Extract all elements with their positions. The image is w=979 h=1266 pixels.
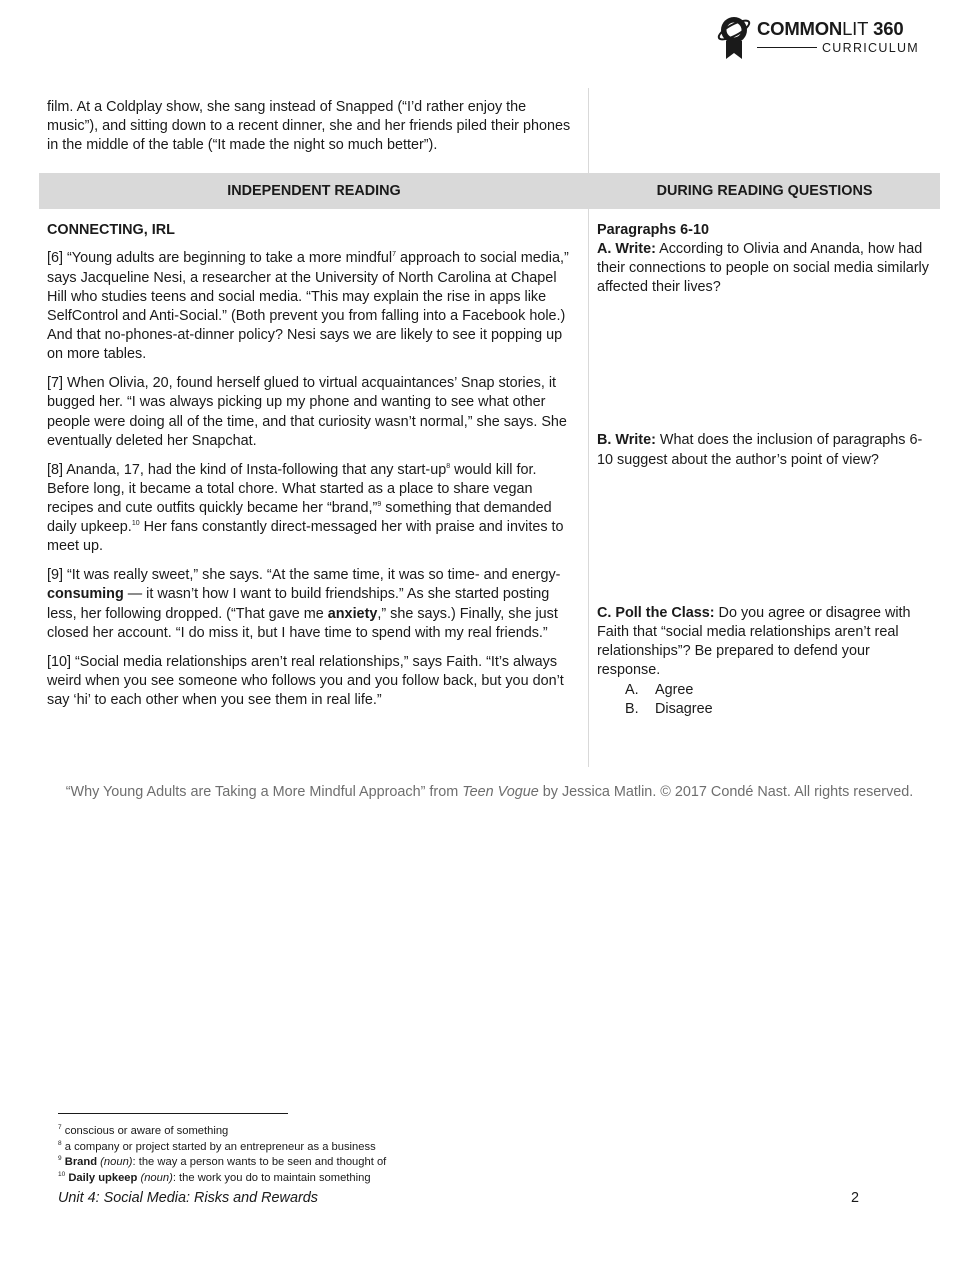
brand-number: 360 <box>868 18 904 39</box>
poll-option-disagree: B. Disagree <box>625 700 713 717</box>
paragraph-8: [8] Ananda, 17, had the kind of Insta-following that any start-$up^8$ would kill for. Before long, it became a total chore. What started as a place to share vegan recipes and cute outfits quickly became her “brand,”$^9$ something that demanded daily upkeep.$^{10}$ Her fans constantly direct-messaged her with praise and invites to meet up. <box>47 461 564 555</box>
vocab-anxiety: anxiety <box>327 605 378 622</box>
page-number: 2 <box>851 1190 860 1206</box>
footer-unit-title: Unit 4: Social Media: Risks and Rewards <box>58 1190 318 1206</box>
reading-passage <box>39 209 589 767</box>
paragraph-7: [7] When Olivia, 20, found herself glued to virtual acquaintances’ Snap stories, it bugged her. “I was always picking up my phone and wanting to see what other people were doing all of the time, and that curiosity wasn’t normal,” she says. She eventually deleted her Snapchat. <box>47 375 567 449</box>
poll-options <box>597 681 932 719</box>
footnotes <box>58 1124 386 1186</box>
footnote-ref-7: 7 <box>392 251 396 259</box>
section-title: CONNECTING, IRL <box>47 221 175 238</box>
footnote-ref-8: 8 <box>446 462 451 470</box>
question-a: A. Write: According to Olivia and Ananda, how had their connections to people on social media similarly affected their lives? <box>597 240 929 296</box>
vocab-consuming: consuming <box>47 586 124 603</box>
source-credit: “Why Young Adults are Taking a More Mindful Approach” from Teen Vogue by Jessica Matlin. © 2017 Condé Nast. All rights reserved. <box>65 784 914 800</box>
footnote-10: $^{10}$ Daily upkeep (noun): the work you do to maintain something <box>58 1170 371 1184</box>
questions-range: Paragraphs 6-10 <box>597 221 709 238</box>
footnote-7: $^7$ conscious or aware of something <box>58 1124 229 1137</box>
footnote-8: $^8$ a company or project started by an entrepreneur as a business <box>58 1139 376 1153</box>
footnote-ref-9: 9 <box>377 501 382 509</box>
footnote-divider <box>58 1113 288 1114</box>
paragraph-9: [9] “It was really sweet,” she says. “At the same time, it was so time- and energy-consuming — it wasn’t how I want to build friendships.” As she started posting less, her following dropped. (“That gave me anxiety,” she says.) Finally, she just closed her account. “I do miss it, but I have time to spend with my real friends.” <box>47 567 561 641</box>
carryover-text: film. At a Coldplay show, she sang instead of Snapped (“I’d rather enjoy the music”), and sitting down to a recent dinner, she and her friends piled their phones in the middle of the table (“It made the night so much better”). <box>47 99 571 154</box>
column-header-bar <box>39 173 940 209</box>
poll-option-agree: A. Agree <box>625 681 694 698</box>
brand-lit: LIT <box>842 18 869 39</box>
brand-main: COMMON <box>756 18 843 39</box>
paragraph-6: [6] “Young adults are beginning to take a more mindful$^7$ approach to social media,” says Jacqueline Nesi, a researcher at the University of North Carolina at Chapel Hill who studies teens and social media. “This may explain the rise in apps like SelfControl and Anti-Social.” (Both prevent you from falling into a Facebook hole.) And that no-phones-at-dinner policy? Nesi says we are likely to see it popping up on more tables. <box>47 250 569 363</box>
reading-table <box>39 88 940 767</box>
brand-rule <box>757 47 817 48</box>
footnote-ref-10: 10 <box>131 520 140 528</box>
brand-subtitle: CURRICULUM <box>821 40 919 55</box>
questions-column <box>589 209 940 767</box>
paragraph-10: [10] “Social media relationships aren’t real relationships,” says Faith. “It’s always weird when you see someone who follows you and you follow back, but you don’t say ‘hi’ to each other when you see them in real life.” <box>47 653 564 709</box>
independent-reading-header: INDEPENDENT READING <box>227 182 401 199</box>
footnote-9: $^9$ Brand (noun): the way a person wants to be seen and thought of <box>58 1155 387 1169</box>
commonlit-seal-icon <box>715 14 753 60</box>
question-b: B. Write: What does the inclusion of paragraphs 6-10 suggest about the author’s point of view? <box>597 432 923 468</box>
commonlit-logo <box>715 14 919 60</box>
during-reading-questions-header: DURING READING QUESTIONS <box>656 182 873 199</box>
question-c: C. Poll the Class: Do you agree or disagree with Faith that “social media relationships aren’t real relationships”? Be prepared to defend your response. <box>597 604 911 679</box>
